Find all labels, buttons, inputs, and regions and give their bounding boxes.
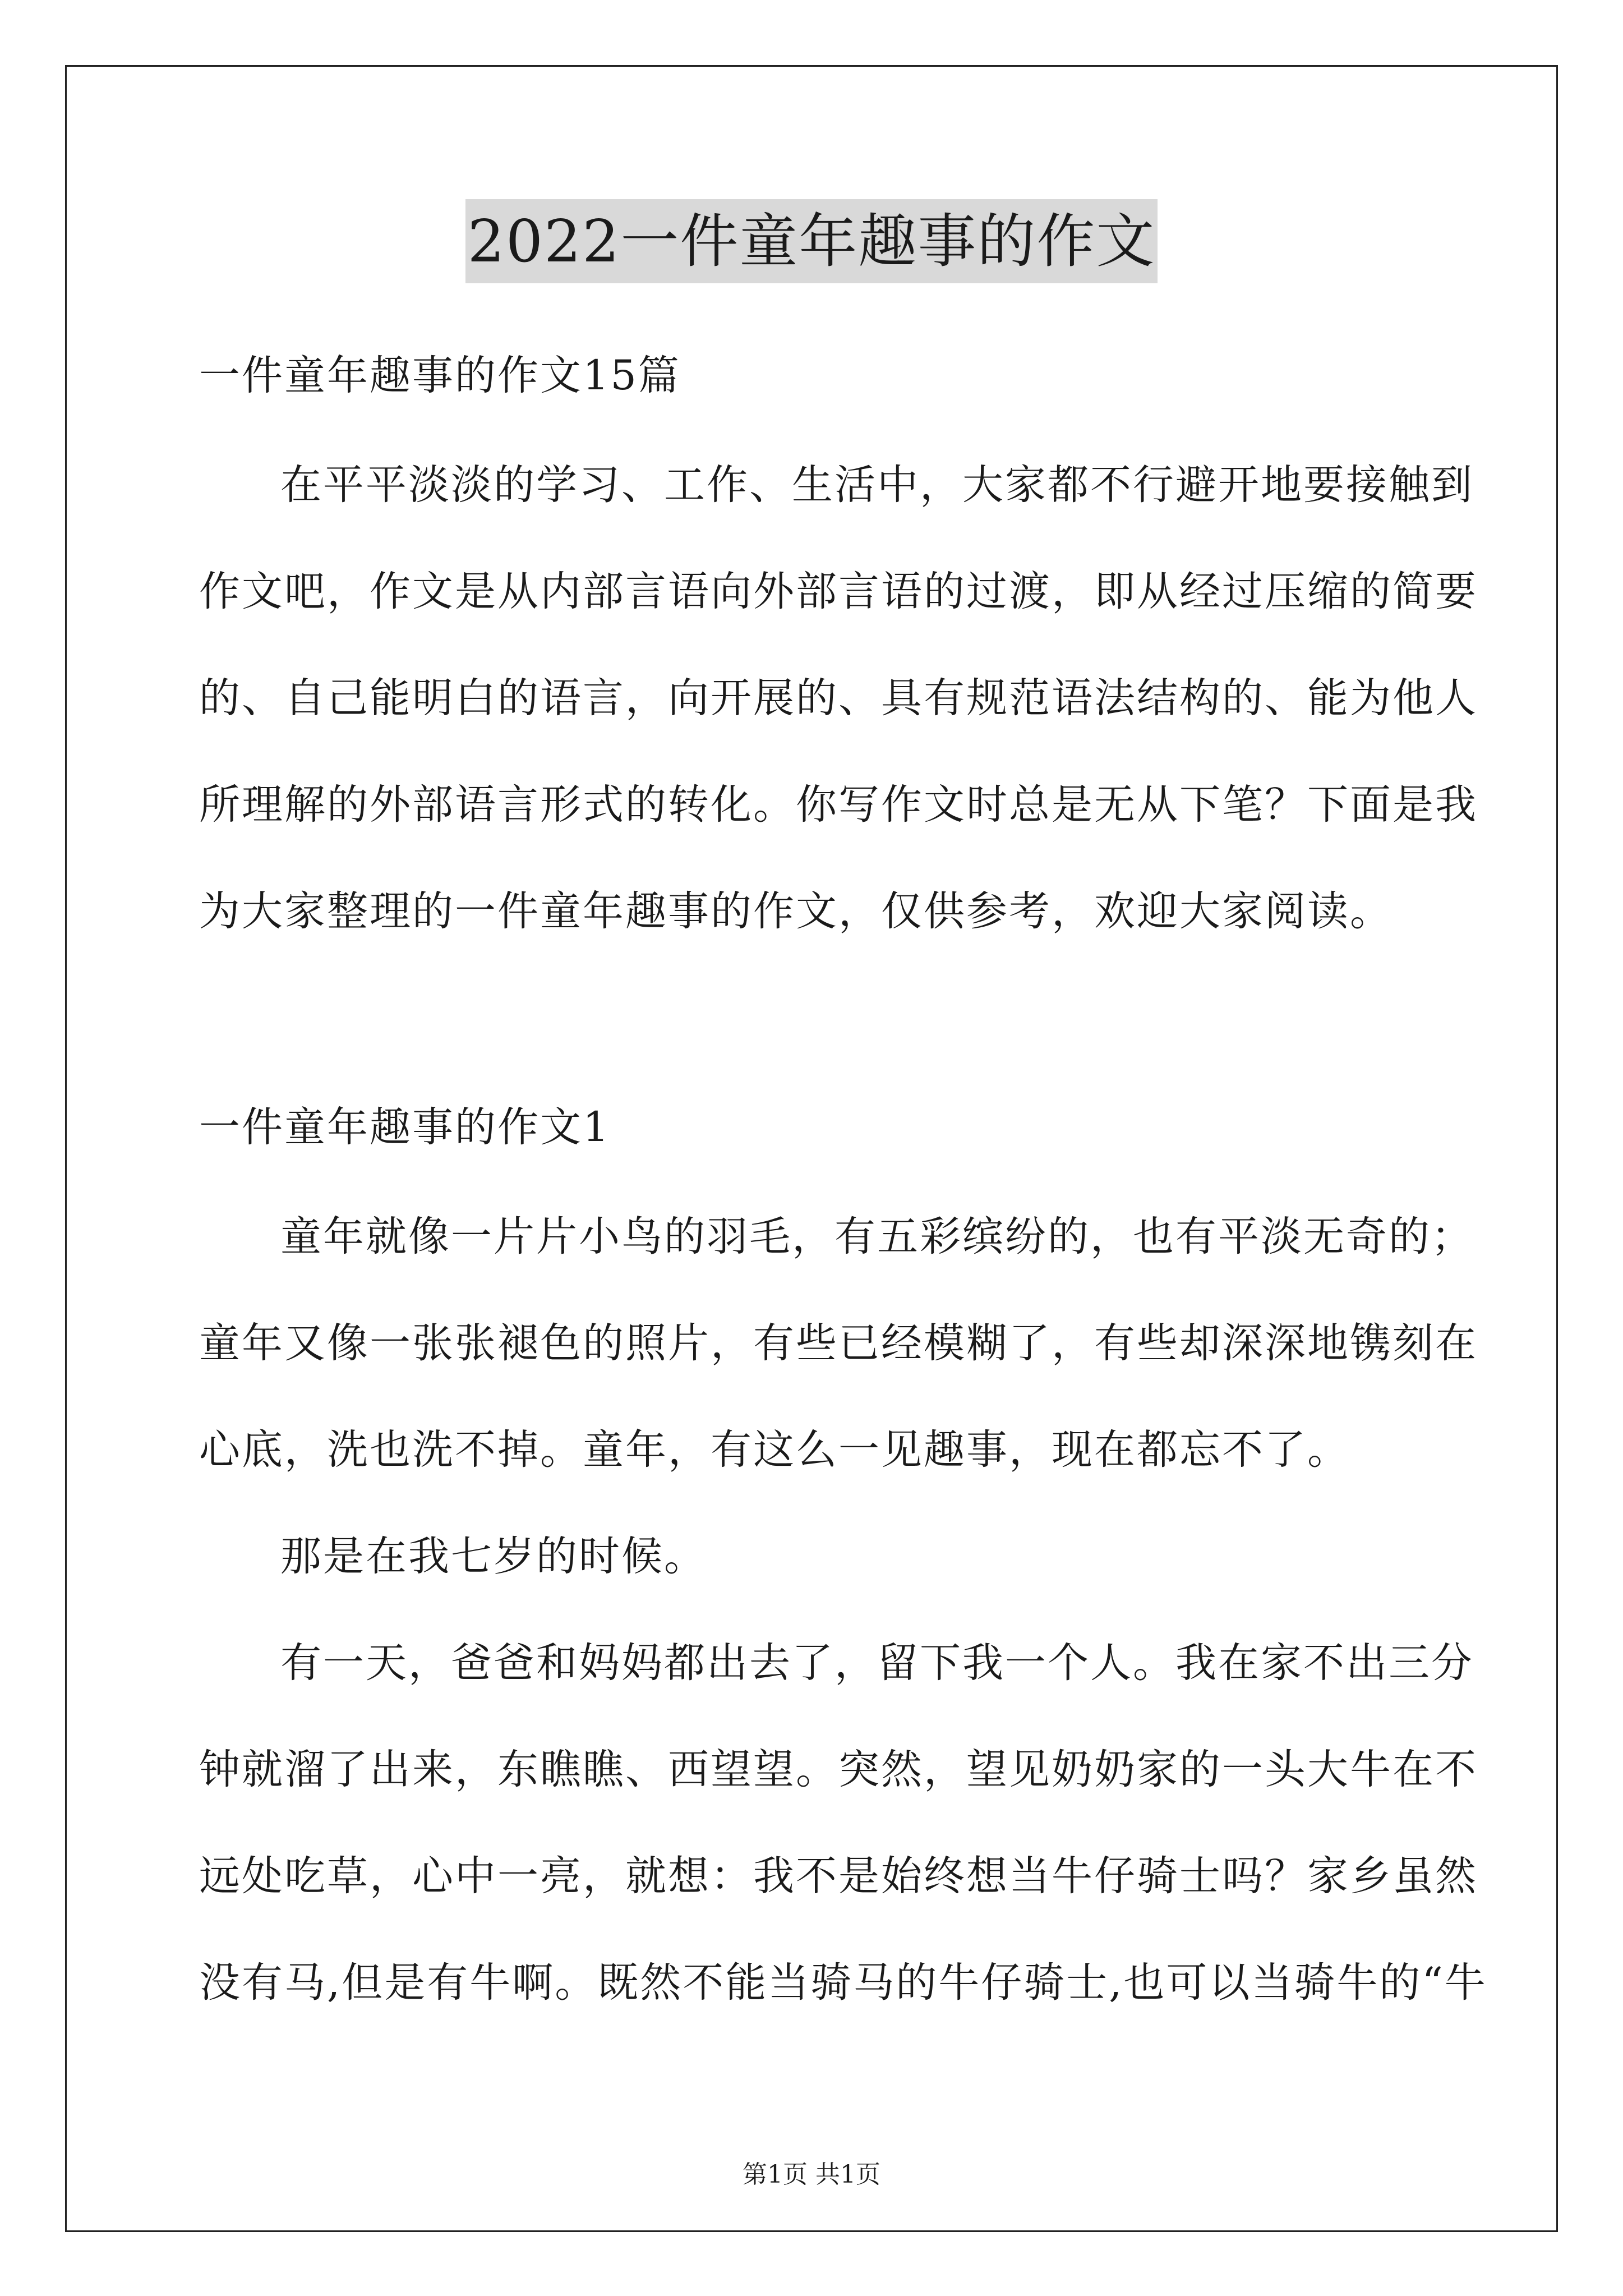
paragraph-line: 童年就像一片片小鸟的羽毛，有五彩缤纷的，也有平淡无奇的； <box>280 1213 1474 1260</box>
paragraph-line: 为大家整理的一件童年趣事的作文，仅供参考，欢迎大家阅读。 <box>199 887 1393 935</box>
subtitle: 一件童年趣事的作文15篇 <box>199 352 681 399</box>
paragraph-line: 那是在我七岁的时候。 <box>280 1533 707 1580</box>
paragraph-line: 有一天，爸爸和妈妈都出去了，留下我一个人。我在家不出三分 <box>280 1639 1474 1687</box>
paragraph-line: 所理解的外部语言形式的转化。你写作文时总是无从下笔？下面是我 <box>199 781 1478 829</box>
title-container <box>0 199 1623 283</box>
paragraph-line: 心底，洗也洗不掉。童年，有这么一见趣事，现在都忘不了。 <box>199 1426 1350 1474</box>
paragraph-line: 在平平淡淡的学习、工作、生活中，大家都不行避开地要接触到 <box>280 461 1474 509</box>
paragraph-line: 没有马,但是有牛啊。既然不能当骑马的牛仔骑士,也可以当骑牛的“牛 <box>199 1959 1487 2007</box>
paragraph-line: 钟就溜了出来，东瞧瞧、西望望。突然，望见奶奶家的一头大牛在不 <box>199 1746 1478 1793</box>
paragraph-line: 的、自己能明白的语言，向开展的、具有规范语法结构的、能为他人 <box>199 674 1478 722</box>
document-title: 2022一件童年趣事的作文 <box>465 199 1158 283</box>
paragraph-line: 远处吃草，心中一亮，就想：我不是始终想当牛仔骑士吗？家乡虽然 <box>199 1852 1478 1900</box>
section-heading: 一件童年趣事的作文1 <box>199 1103 611 1151</box>
page-footer: 第1页 共1页 <box>743 2160 880 2189</box>
paragraph-line: 作文吧，作文是从内部言语向外部言语的过渡，即从经过压缩的简要 <box>199 568 1478 615</box>
paragraph-line: 童年又像一张张褪色的照片，有些已经模糊了，有些却深深地镌刻在 <box>199 1319 1478 1367</box>
